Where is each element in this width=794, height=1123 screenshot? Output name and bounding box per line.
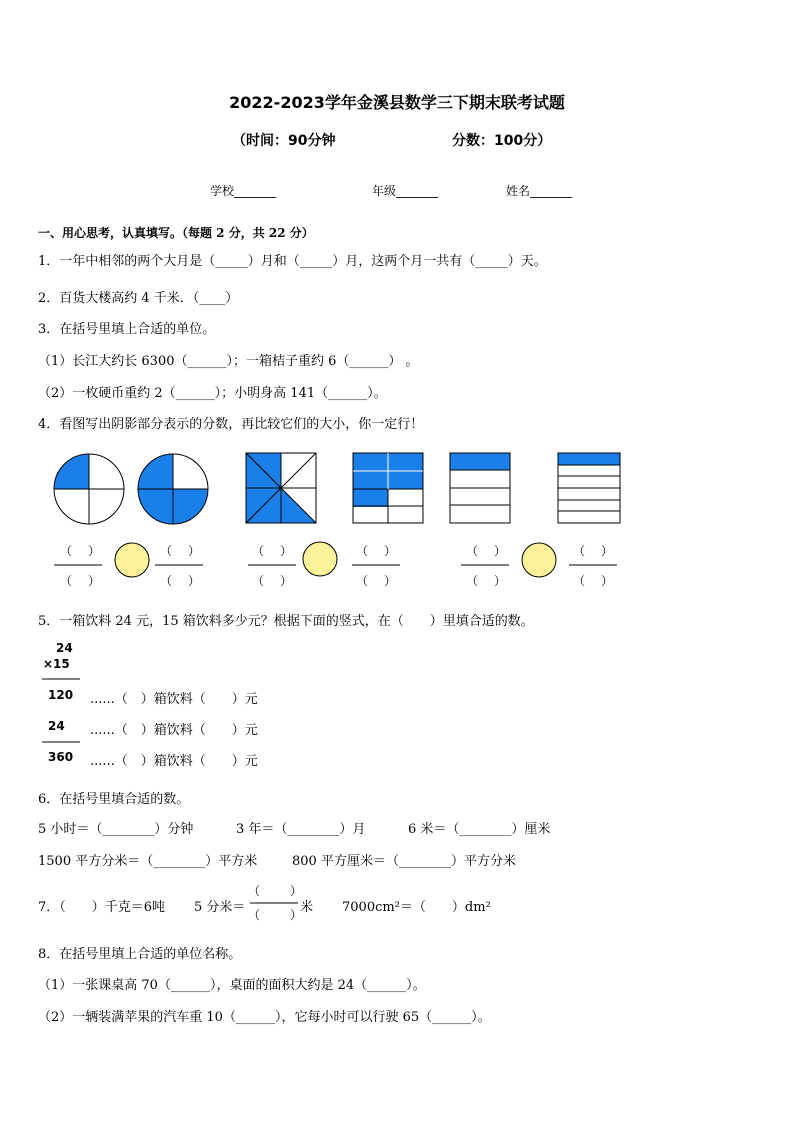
square-triangles-figure	[246, 453, 316, 523]
question-8-part1: （1）一张课桌高 70（______），桌面的面积大约是 24（______）。	[38, 978, 426, 993]
calc-partial-2: 24	[48, 719, 65, 733]
question-5-stem: 5．一箱饮料 24 元，15 箱饮料多少元？根据下面的竖式，在（ ）里填合适的数。	[38, 614, 534, 629]
question-7-b: 5 分米＝	[194, 900, 246, 915]
fraction-numerator[interactable]: （ ）	[573, 544, 616, 558]
fraction-numerator[interactable]: （ ）	[60, 544, 103, 558]
question-8-part2: （2）一辆装满苹果的汽车重 10（______），它每小时可以行驶 65（______）。	[38, 1010, 491, 1025]
question-8-stem: 8．在括号里填上合适的单位名称。	[38, 947, 242, 962]
calc-result: 360	[48, 750, 74, 764]
question-6-d: 1500 平方分米＝（________）平方米	[38, 854, 258, 869]
fraction-denominator[interactable]: （ ）	[466, 574, 509, 588]
school-field: 学校_______	[210, 184, 277, 198]
grid-figure	[353, 453, 423, 523]
question-7-b-unit: 米	[300, 900, 314, 915]
fraction-numerator[interactable]: （ ）	[466, 544, 509, 558]
compare-circle-1	[115, 543, 149, 577]
question-2: 2．百货大楼高约 4 千米．（____）	[38, 291, 239, 306]
calc-multiplicand: 24	[56, 641, 73, 655]
page-title: 2022-2023学年金溪县数学三下期末联考试题	[229, 93, 565, 112]
question-6-e: 800 平方厘米＝（________）平方分米	[292, 854, 516, 869]
question-6-a: 5 小时＝（________）分钟	[38, 822, 194, 837]
calc-partial-1: 120	[48, 688, 74, 702]
fraction-denominator[interactable]: （ ）	[573, 574, 616, 588]
question-7-a: 7．（ ）千克＝6吨	[38, 900, 166, 915]
question-1: 1．一年中相邻的两个大月是（_____）月和（_____）月，这两个月一共有（_____）天。	[38, 254, 547, 269]
circle-figure-1	[54, 454, 124, 524]
bar-figure-4parts	[450, 453, 510, 523]
compare-circle-2	[303, 542, 337, 576]
fraction-numerator[interactable]: （ ）	[160, 544, 203, 558]
exam-time: （时间：90分钟	[232, 133, 336, 149]
calc-line-2: ......（ ）箱饮料（ ）元	[90, 723, 258, 738]
question-6-c: 6 米＝（________）厘米	[408, 822, 551, 837]
fraction-numerator[interactable]: （ ）	[248, 884, 305, 898]
compare-circle-3	[522, 543, 556, 577]
fraction-denominator[interactable]: （ ）	[356, 574, 399, 588]
calc-line-1: ......（ ）箱饮料（ ）元	[90, 692, 258, 707]
question-3-part1: （1）长江大约长 6300（______）；一箱桔子重约 6（______） 。	[38, 354, 419, 369]
question-4-stem: 4．看图写出阴影部分表示的分数，再比较它们的大小，你一定行！	[38, 417, 424, 432]
exam-score: 分数：100分）	[452, 133, 552, 149]
calc-multiplier: ×15	[43, 657, 70, 671]
question-6-stem: 6．在括号里填合适的数。	[38, 792, 190, 807]
name-field: 姓名_______	[506, 184, 573, 198]
question-7-c: 7000cm²＝（ ）dm²	[342, 900, 491, 915]
section-heading: 一、用心思考，认真填写。（每题 2 分，共 22 分）	[38, 226, 314, 240]
fraction-denominator[interactable]: （ ）	[248, 908, 305, 922]
question-6-b: 3 年＝（________）月	[236, 822, 366, 837]
circle-figure-2	[138, 454, 208, 524]
fraction-denominator[interactable]: （ ）	[160, 574, 203, 588]
question-3-part2: （2）一枚硬币重约 2（______）；小明身高 141（______）。	[38, 386, 387, 401]
fraction-denominator[interactable]: （ ）	[252, 574, 295, 588]
calc-line-3: ......（ ）箱饮料（ ）元	[90, 754, 258, 769]
grade-field: 年级_______	[372, 184, 439, 198]
fraction-numerator[interactable]: （ ）	[356, 544, 399, 558]
fraction-numerator[interactable]: （ ）	[252, 544, 295, 558]
bar-figure-6parts	[558, 453, 620, 523]
fraction-denominator[interactable]: （ ）	[60, 574, 103, 588]
question-3-stem: 3．在括号里填上合适的单位。	[38, 322, 216, 337]
